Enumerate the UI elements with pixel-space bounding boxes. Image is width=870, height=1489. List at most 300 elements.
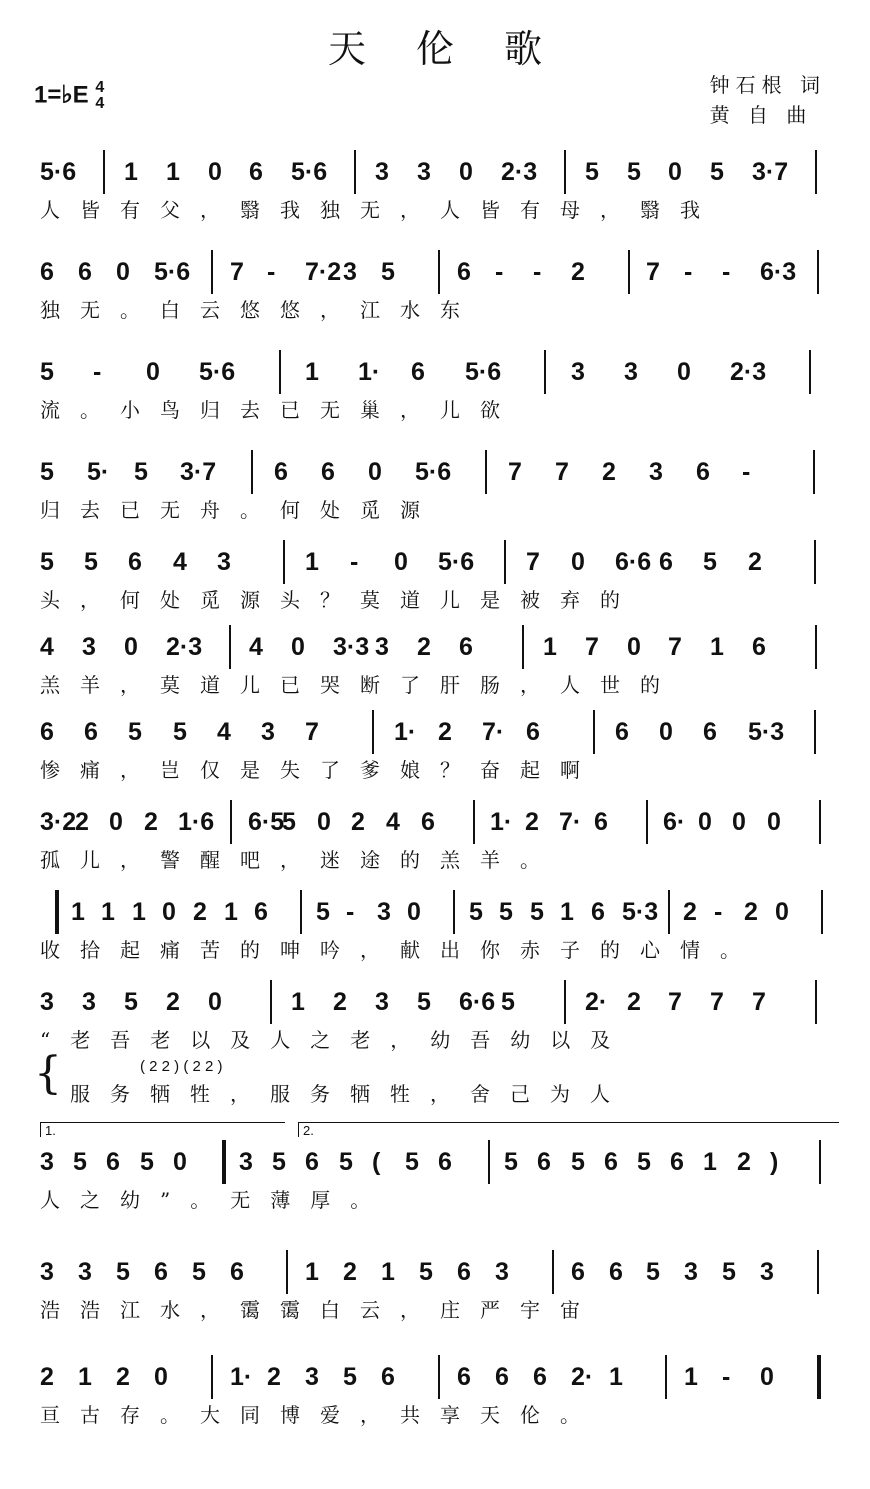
note: 2 [748,548,762,576]
note: 2 [267,1363,281,1391]
barline [821,890,823,934]
barline [103,150,105,194]
note: 6 [609,1258,623,1286]
note: 6 [526,718,540,746]
score-system [40,350,836,428]
score-system [40,1355,836,1433]
note: 2 [40,1363,54,1391]
note: 1 [291,988,305,1016]
note: 5·6 [40,158,77,186]
barline [646,800,648,844]
note: 6 [40,718,54,746]
note: 5 [134,458,148,486]
note: 5 [339,1148,353,1176]
score-system [40,540,836,618]
note: 5 [343,1363,357,1391]
note: 7 [646,258,660,286]
note: 6 [615,718,629,746]
note: 1 [381,1258,395,1286]
lyrics-line-alt: 服务牺牲，服务牺牲，舍己为人 [70,1082,630,1106]
note: 5·3 [622,898,659,926]
barline [300,890,302,934]
note: 4 [217,718,231,746]
note: 0 [317,808,331,836]
score-system [40,625,836,703]
note: 5 [282,808,296,836]
note: 0 [208,158,222,186]
note: 7·2 [305,258,342,286]
note: 1· [490,808,513,836]
barline [453,890,455,934]
song-title: 天伦歌 [327,27,592,71]
note: 5 [128,718,142,746]
barline [473,800,475,844]
note: 3 [82,633,96,661]
note: 5 [646,1258,660,1286]
note: 6 [40,258,54,286]
note: 3·7 [752,158,789,186]
note: 2· [571,1363,594,1391]
barline [438,1355,440,1399]
note: 1· [230,1363,253,1391]
note: 6 [128,548,142,576]
barline [279,350,281,394]
note: 0 [394,548,408,576]
notation-line [40,1355,836,1399]
note: 2·3 [501,158,538,186]
note: 6 [594,808,608,836]
note: 2 [744,898,758,926]
score-system [34,980,836,1108]
notation-line [40,1250,836,1294]
note: 5 [272,1148,286,1176]
barline [211,250,213,294]
note: 5 [499,898,513,926]
note: - [722,258,731,286]
note: 6 [411,358,425,386]
note: 7 [526,548,540,576]
volta-second-ending: 2. [298,1122,839,1137]
score-system [40,1250,836,1328]
note: 3 [760,1258,774,1286]
notation-line [40,800,836,844]
note: 2 [75,808,89,836]
note: 0 [571,548,585,576]
barline [283,540,285,584]
note: 6 [78,258,92,286]
note: - [93,358,102,386]
lyrics-line: 惨痛，岂仅是失了爹娘？奋起啊 [40,758,600,782]
score-system [40,150,836,228]
note: 6 [154,1258,168,1286]
note: 3 [624,358,638,386]
barline [815,150,817,194]
note: 5 [627,158,641,186]
note: 6·6 [615,548,652,576]
note: 3 [495,1258,509,1286]
notation-line [40,1140,836,1184]
note: 0 [162,898,176,926]
barline [628,250,630,294]
note: 5 [585,158,599,186]
note: 0 [732,808,746,836]
note: 6 [305,1148,319,1176]
note: 4 [386,808,400,836]
note: 5 [419,1258,433,1286]
note: 0 [146,358,160,386]
barline [564,980,566,1024]
note: 3·3 [333,633,370,661]
note: 6 [571,1258,585,1286]
note: 3 [417,158,431,186]
notation-line [40,710,836,754]
note: 6·6 [459,988,496,1016]
note: 2 [417,633,431,661]
note: 6 [106,1148,120,1176]
barline [817,250,819,294]
note: 6 [321,458,335,486]
note: 2 [343,1258,357,1286]
note: 1 [305,548,319,576]
lyrics-line: 浩浩江水，霭霭白云，庄严宇宙 [40,1298,600,1322]
note: 0 [154,1363,168,1391]
score-system [40,710,836,788]
note: 3 [571,358,585,386]
note: 7 [710,988,724,1016]
note: 5 [571,1148,585,1176]
note: 0 [775,898,789,926]
barline [813,450,815,494]
notation-line [40,150,836,194]
barline [544,350,546,394]
note: 6·5 [248,808,285,836]
note: 5 [710,158,724,186]
note: - [742,458,751,486]
note: 0 [767,808,781,836]
barline [817,1355,821,1399]
note: 3 [343,258,357,286]
note: 6 [457,1363,471,1391]
note: 1 [71,898,85,926]
note: 0 [124,633,138,661]
note: 5 [73,1148,87,1176]
note: 6 [381,1363,395,1391]
note: 7· [559,808,582,836]
note: 7 [585,633,599,661]
note: 1 [684,1363,698,1391]
note: 2 [571,258,585,286]
note: 1· [394,718,417,746]
note: 0 [698,808,712,836]
note: 6 [696,458,710,486]
note: 1 [305,1258,319,1286]
note: 7 [752,988,766,1016]
barline [504,540,506,584]
note: 6 [591,898,605,926]
note: 2 [683,898,697,926]
brace-icon: { [34,1048,62,1099]
note: 5 [504,1148,518,1176]
note: - [267,258,276,286]
note: - [495,258,504,286]
note: 5 [140,1148,154,1176]
note: 7 [668,988,682,1016]
barline [814,540,816,584]
barline [668,890,670,934]
note: 5·6 [291,158,328,186]
note: 6 [254,898,268,926]
note: 6 [604,1148,618,1176]
note: 5 [316,898,330,926]
note: 3 [649,458,663,486]
lyrics-line: 羔羊，莫道儿已哭断了肝肠，人世的 [40,673,680,697]
note: 3 [40,988,54,1016]
note: 6 [421,808,435,836]
note: 5 [469,898,483,926]
note: 3 [375,988,389,1016]
lyrics-line: 收拾起痛苦的呻吟，献出你赤子的心情。 [40,938,760,962]
note: - [722,1363,731,1391]
note: 5 [192,1258,206,1286]
note: 0 [659,718,673,746]
note: 2· [585,988,608,1016]
note: 0 [208,988,222,1016]
note: 0 [407,898,421,926]
note: 3 [82,988,96,1016]
note: 5 [381,258,395,286]
note: 5·6 [415,458,452,486]
barline [438,250,440,294]
note: 3 [305,1363,319,1391]
note: 1 [560,898,574,926]
lyricist: 钟石根 词 [709,73,826,97]
note: 5·6 [465,358,502,386]
note: ( [372,1148,381,1176]
barline [372,710,374,754]
note: 2 [351,808,365,836]
note: 7· [482,718,505,746]
note: 6 [537,1148,551,1176]
note: 5·3 [748,718,785,746]
alternate-notes: ( 2 2 ) ( 2 2 ) [140,1058,223,1075]
note: - [533,258,542,286]
credits [710,70,826,130]
note: 1 [124,158,138,186]
note: 0 [760,1363,774,1391]
lyrics-line: 独无。白云悠悠，江水东 [40,298,480,322]
note: 2 [144,808,158,836]
barline [251,450,253,494]
note: 2 [193,898,207,926]
note: 1 [132,898,146,926]
note: - [350,548,359,576]
barline [488,1140,490,1184]
note: 5 [722,1258,736,1286]
time-bottom: 4 [95,95,105,112]
barline [814,710,816,754]
note: 6 [659,548,673,576]
note: 0 [368,458,382,486]
time-top: 4 [95,79,105,96]
note: 1· [358,358,381,386]
note: 2 [116,1363,130,1391]
barline [222,1140,226,1184]
barline [354,150,356,194]
note: 0 [459,158,473,186]
note: 1·6 [178,808,215,836]
lyrics-line: 孤儿，警醒吧，迷途的羔羊。 [40,848,560,872]
note: - [714,898,723,926]
note: 1 [305,358,319,386]
note: 1 [710,633,724,661]
note: 6 [495,1363,509,1391]
lyrics-line: 人之幼”。无薄厚。 [40,1188,391,1212]
note: 3 [78,1258,92,1286]
barline [522,625,524,669]
note: 0 [173,1148,187,1176]
note: 3 [375,158,389,186]
note: - [684,258,693,286]
note: 0 [668,158,682,186]
lyrics-line: 亘古存。大同博爱，共享天伦。 [40,1403,600,1427]
note: 3 [217,548,231,576]
note: 2 [525,808,539,836]
note: 0 [677,358,691,386]
note: ) [770,1148,779,1176]
barline [817,1250,819,1294]
note: 2·3 [166,633,203,661]
barline [286,1250,288,1294]
note: 1 [609,1363,623,1391]
barline [564,150,566,194]
lyrics-line: 流。小鸟归去已无巢，儿欲 [40,398,520,422]
note: 5 [501,988,515,1016]
note: 3 [40,1258,54,1286]
note: 3·2 [40,808,77,836]
note: 5 [637,1148,651,1176]
note: 1 [703,1148,717,1176]
lyrics-line: “老吾老以及人之老，幼吾幼以及 [40,1028,631,1052]
time-signature [95,80,104,112]
lyrics-line: 人皆有父，翳我独无，人皆有母，翳我 [40,198,720,222]
note: 5 [40,358,54,386]
note: 5 [173,718,187,746]
barline [270,980,272,1024]
note: 6· [663,808,686,836]
note: 1 [166,158,180,186]
note: 2·3 [730,358,767,386]
notation-line [40,980,836,1024]
note: 5 [84,548,98,576]
score-system [40,890,836,968]
notation-line [40,450,836,494]
notation-line [40,350,836,394]
barline [55,890,59,934]
note: 2 [438,718,452,746]
notation-line [40,625,836,669]
note: 0 [109,808,123,836]
note: 6 [84,718,98,746]
note: 2 [333,988,347,1016]
note: 3 [377,898,391,926]
barline [593,710,595,754]
note: 6 [459,633,473,661]
note: 5 [40,458,54,486]
note: 5 [405,1148,419,1176]
note: 4 [40,633,54,661]
note: 5 [417,988,431,1016]
barline [665,1355,667,1399]
volta-first-ending: 1. [40,1122,285,1137]
note: 5 [124,988,138,1016]
note: 5·6 [438,548,475,576]
note: 7 [230,258,244,286]
note: 5 [530,898,544,926]
barline [819,800,821,844]
note: 5·6 [199,358,236,386]
note: 5· [87,458,110,486]
key-signature [34,80,104,112]
note: 2 [737,1148,751,1176]
note: 7 [508,458,522,486]
note: 6 [703,718,717,746]
barline [819,1140,821,1184]
note: 3·7 [180,458,217,486]
note: 4 [173,548,187,576]
note: 7 [668,633,682,661]
barline [485,450,487,494]
note: 5 [116,1258,130,1286]
note: 6 [230,1258,244,1286]
note: 0 [291,633,305,661]
note: 7 [555,458,569,486]
note: 2 [602,458,616,486]
barline [552,1250,554,1294]
note: 1 [101,898,115,926]
score-system [40,450,836,528]
note: 6 [457,1258,471,1286]
note: 4 [249,633,263,661]
note: 7 [305,718,319,746]
note: 2 [627,988,641,1016]
note: 3 [239,1148,253,1176]
note: 3 [261,718,275,746]
note: 3 [40,1148,54,1176]
note: 5 [703,548,717,576]
lyrics-line: 头，何处觅源头？莫道儿是被弃的 [40,588,640,612]
note: 5·6 [154,258,191,286]
barline [809,350,811,394]
note: 1 [543,633,557,661]
score-system [40,1123,836,1218]
barline [815,980,817,1024]
note: 6·3 [760,258,797,286]
barline [230,800,232,844]
note: 1 [78,1363,92,1391]
note: 5 [40,548,54,576]
lyrics-line: 归去已无舟。何处觅源 [40,498,440,522]
note: 0 [116,258,130,286]
notation-line [40,540,836,584]
barline [229,625,231,669]
note: 6 [752,633,766,661]
note: 3 [375,633,389,661]
note: 6 [457,258,471,286]
note: 6 [438,1148,452,1176]
barline [815,625,817,669]
note: 6 [533,1363,547,1391]
score-system [40,800,836,878]
